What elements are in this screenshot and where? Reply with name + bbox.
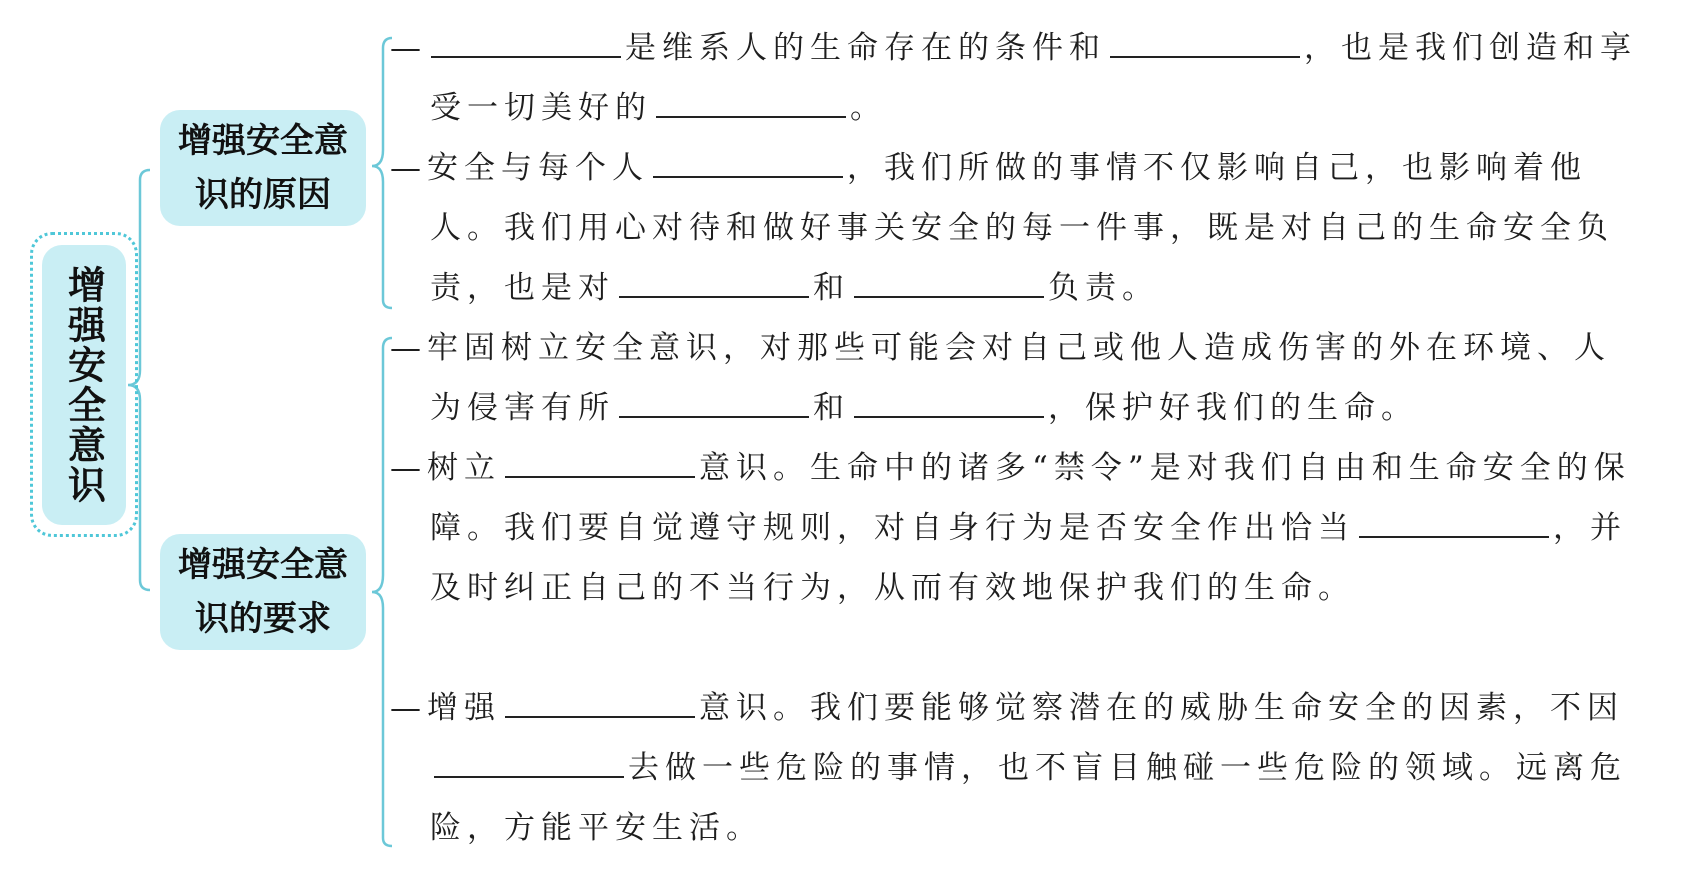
fill-in-blank[interactable]: [854, 262, 1044, 298]
fill-in-blank[interactable]: [656, 82, 846, 118]
text-segment: 和: [813, 390, 850, 426]
item-text: [390, 318, 1640, 438]
item-text: [390, 438, 1640, 618]
text-segment: 意识。生命中的诸多“禁令”是对我们自由和生命安全的保障。我们要自觉遵守规则，对自身行为是否安全作出恰当: [430, 450, 1631, 546]
branch-reasons-label: 增强安全意识的原因: [178, 121, 348, 215]
root-node-label: 增强安全意识: [61, 265, 106, 505]
root-node: [42, 245, 126, 525]
text-segment: ，并及时纠正自己的不当行为，从而有效地保护我们的生命。: [430, 510, 1627, 606]
list-item: [390, 678, 1640, 858]
branch-reasons: [160, 110, 366, 226]
fill-in-blank[interactable]: [434, 742, 624, 778]
text-segment: 去做一些危险的事情，也不盲目触碰一些危险的领域。远离危险，方能平安生活。: [430, 750, 1627, 846]
list-item: [390, 318, 1640, 438]
fill-in-blank[interactable]: [505, 682, 695, 718]
item-text: [390, 678, 1640, 858]
text-segment: ，保护好我们的生命。: [1048, 390, 1418, 426]
fill-in-blank[interactable]: [653, 142, 843, 178]
fill-in-blank[interactable]: [1359, 502, 1549, 538]
fill-in-blank[interactable]: [1110, 22, 1300, 58]
branch-requirements: [160, 534, 366, 650]
fill-in-blank[interactable]: [431, 22, 621, 58]
text-segment: —树立: [390, 450, 501, 486]
fill-in-blank[interactable]: [854, 382, 1044, 418]
list-item: [390, 138, 1640, 318]
text-segment: —安全与每个人: [390, 150, 649, 186]
list-item: [390, 18, 1640, 138]
fill-in-blank[interactable]: [505, 442, 695, 478]
text-segment: ，也是我们创造和享受一切美好的: [430, 30, 1637, 126]
list-item: [390, 438, 1640, 618]
text-segment: 负责。: [1048, 270, 1159, 306]
text-segment: ，我们所做的事情不仅影响自己，也影响着他人。我们用心对待和做好事关安全的每一件事，既是对自己的生命安全负责，也是对: [430, 150, 1614, 306]
text-segment: 意识。我们要能够觉察潜在的威胁生命安全的因素，不因: [699, 690, 1624, 726]
text-segment: —增强: [390, 690, 501, 726]
text-segment: 。: [850, 90, 887, 126]
branch-requirements-label: 增强安全意识的要求: [178, 545, 348, 639]
item-text: [390, 18, 1640, 138]
text-segment: 是维系人的生命存在的条件和: [625, 30, 1106, 66]
fill-in-blank[interactable]: [619, 262, 809, 298]
text-segment: —: [390, 30, 427, 66]
item-text: [390, 138, 1640, 318]
fill-in-blank[interactable]: [619, 382, 809, 418]
text-segment: 和: [813, 270, 850, 306]
text-segment: —牢固树立安全意识，对那些可能会对自己或他人造成伤害的外在环境、人为侵害有所: [390, 330, 1611, 426]
